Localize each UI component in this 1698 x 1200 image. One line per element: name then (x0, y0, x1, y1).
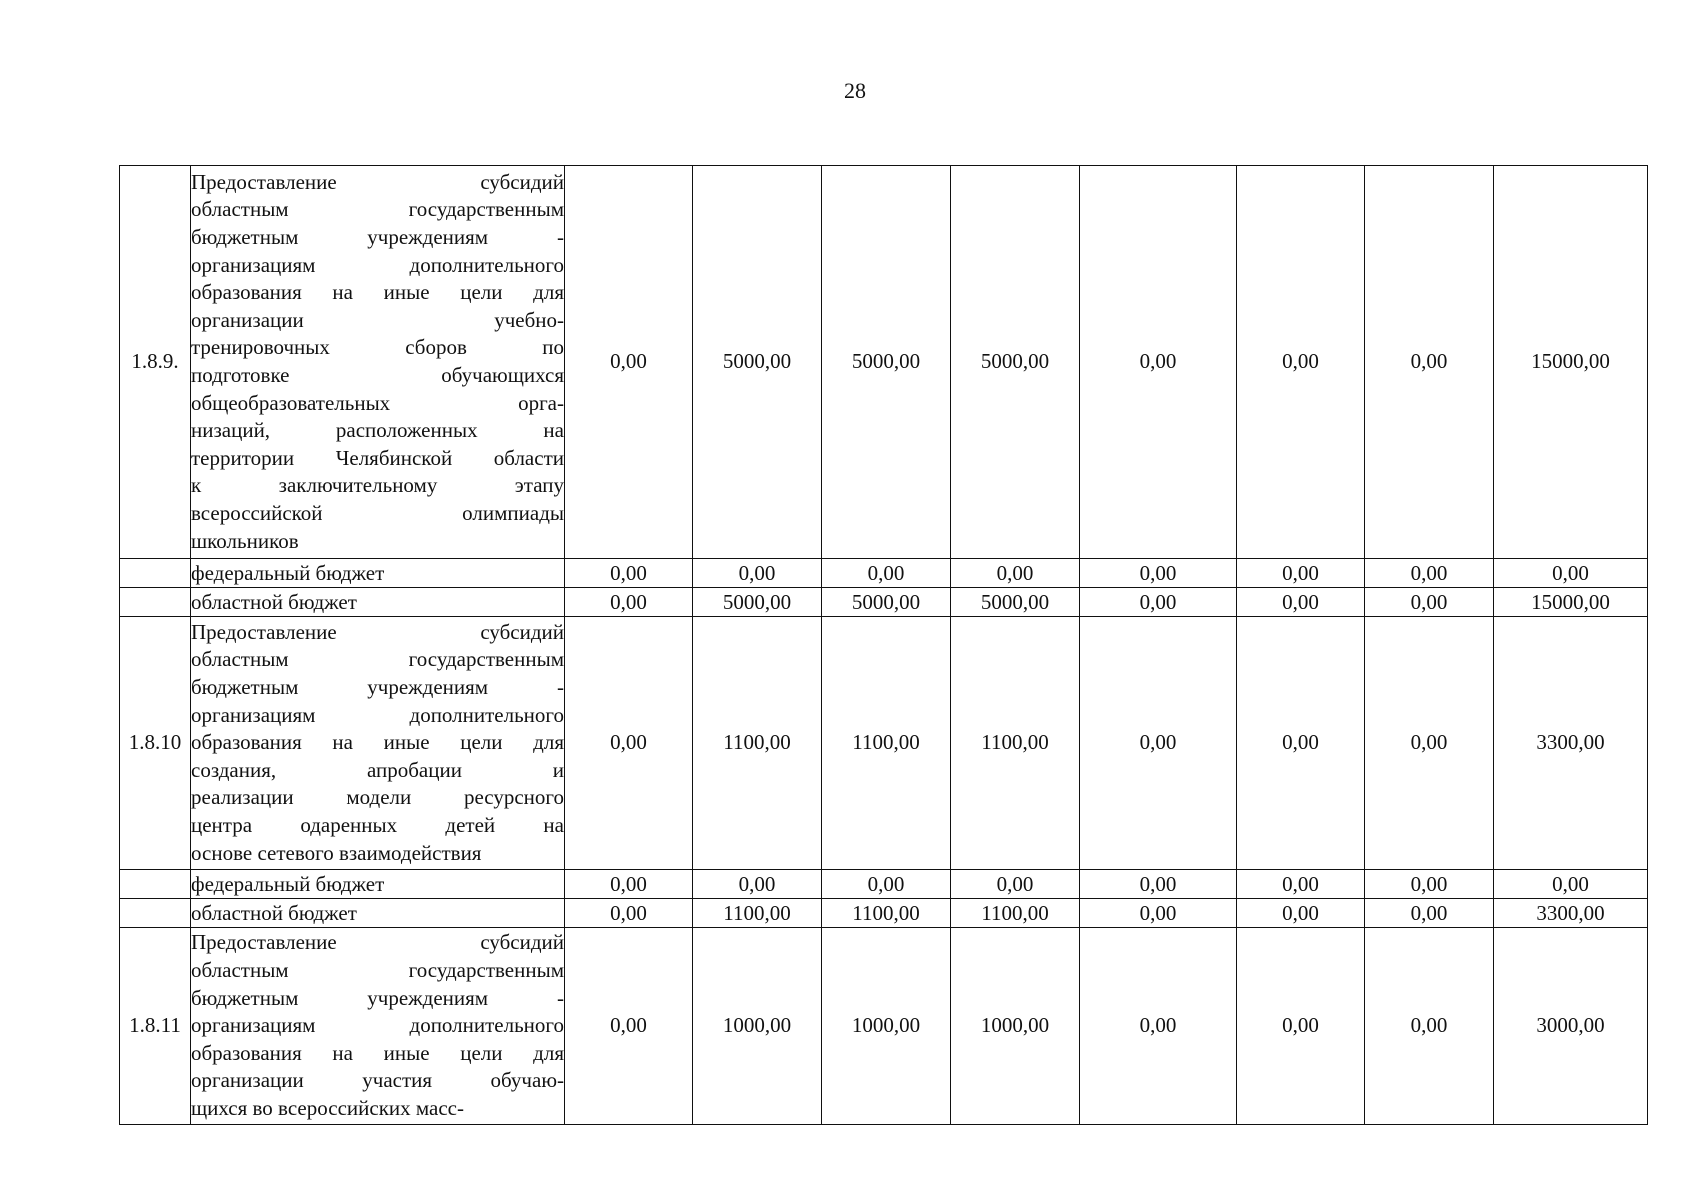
table-row (120, 166, 1648, 559)
description-line: низаций, расположенных на (191, 418, 564, 443)
description-line: организациям дополнительного (191, 1013, 564, 1038)
value-cell: 1100,00 (693, 899, 822, 928)
row-code (120, 588, 191, 617)
row-code (120, 899, 191, 928)
value-cell: 5000,00 (693, 588, 822, 617)
source-label: областной бюджет (191, 588, 565, 617)
value-cell: 0,00 (1365, 928, 1494, 1125)
budget-table (119, 165, 1648, 1125)
value-cell: 0,00 (565, 559, 693, 588)
value-cell: 1100,00 (822, 899, 951, 928)
value-cell: 0,00 (951, 559, 1080, 588)
table-row (120, 899, 1648, 928)
table-row (120, 559, 1648, 588)
row-code: 1.8.9. (120, 166, 191, 559)
total-cell: 15000,00 (1494, 166, 1648, 559)
value-cell: 0,00 (1365, 166, 1494, 559)
description-line: подготовке обучающихся (191, 363, 564, 387)
value-cell: 5000,00 (822, 166, 951, 559)
description-line: центра одаренных детей на (191, 812, 564, 837)
description-line: основе сетевого взаимодействия (191, 840, 482, 865)
description-line: Предоставление субсидий (191, 930, 564, 955)
value-cell: 0,00 (1080, 617, 1237, 870)
value-cell: 0,00 (1080, 870, 1237, 899)
description-line: областным государственным (191, 197, 564, 222)
table-row (120, 870, 1648, 899)
description-line: бюджетным учреждениям - (191, 225, 564, 250)
description-line: общеобразовательных орга- (191, 390, 564, 415)
source-label: областной бюджет (191, 899, 565, 928)
value-cell: 0,00 (1237, 166, 1365, 559)
row-description (191, 928, 565, 1125)
table-row (120, 588, 1648, 617)
row-description (191, 166, 565, 559)
description-line: реализации модели ресурсного (191, 785, 564, 810)
total-cell: 15000,00 (1494, 588, 1648, 617)
total-cell: 3300,00 (1494, 617, 1648, 870)
value-cell: 0,00 (1080, 899, 1237, 928)
value-cell: 0,00 (565, 617, 693, 870)
row-description (191, 617, 565, 870)
value-cell: 0,00 (565, 899, 693, 928)
value-cell: 5000,00 (822, 588, 951, 617)
value-cell: 1100,00 (693, 617, 822, 870)
table-row (120, 617, 1648, 870)
description-line: организациям дополнительного (191, 702, 564, 727)
value-cell: 0,00 (1237, 588, 1365, 617)
description-line: щихся во всероссийских масс- (191, 1095, 464, 1120)
value-cell: 0,00 (1080, 928, 1237, 1125)
value-cell: 0,00 (951, 870, 1080, 899)
description-line: образования на иные цели для (191, 1040, 564, 1065)
row-code (120, 559, 191, 588)
value-cell: 0,00 (1237, 928, 1365, 1125)
value-cell: 0,00 (1365, 617, 1494, 870)
value-cell: 5000,00 (951, 588, 1080, 617)
value-cell: 1000,00 (693, 928, 822, 1125)
description-line: всероссийской олимпиады (191, 500, 564, 525)
description-line: образования на иные цели для (191, 280, 564, 305)
value-cell: 0,00 (1080, 166, 1237, 559)
row-code: 1.8.10 (120, 617, 191, 870)
description-line: областным государственным (191, 958, 564, 983)
value-cell: 0,00 (565, 928, 693, 1125)
value-cell: 0,00 (1237, 899, 1365, 928)
value-cell: 1100,00 (951, 899, 1080, 928)
table-row (120, 928, 1648, 1125)
value-cell: 0,00 (1237, 870, 1365, 899)
value-cell: 1000,00 (951, 928, 1080, 1125)
value-cell: 0,00 (565, 588, 693, 617)
row-code (120, 870, 191, 899)
description-line: тренировочных сборов по (191, 335, 564, 360)
total-cell: 0,00 (1494, 559, 1648, 588)
value-cell: 1000,00 (822, 928, 951, 1125)
description-line: организации участия обучаю- (191, 1068, 564, 1093)
value-cell: 0,00 (1237, 617, 1365, 870)
value-cell: 0,00 (565, 166, 693, 559)
description-line: территории Челябинской области (191, 445, 564, 470)
value-cell: 0,00 (1365, 559, 1494, 588)
description-line: школьников (191, 528, 299, 553)
value-cell: 0,00 (1237, 559, 1365, 588)
source-label: федеральный бюджет (191, 559, 565, 588)
description-line: образования на иные цели для (191, 730, 564, 755)
value-cell: 0,00 (693, 870, 822, 899)
value-cell: 0,00 (1365, 870, 1494, 899)
value-cell: 0,00 (822, 559, 951, 588)
source-label: федеральный бюджет (191, 870, 565, 899)
row-code: 1.8.11 (120, 928, 191, 1125)
description-line: организации учебно- (191, 307, 564, 332)
description-line: бюджетным учреждениям - (191, 675, 564, 700)
description-line: к заключительному этапу (191, 473, 564, 498)
description-line: создания, апробации и (191, 757, 564, 782)
table-body (120, 166, 1648, 1125)
value-cell: 5000,00 (693, 166, 822, 559)
value-cell: 0,00 (1080, 559, 1237, 588)
description-line: областным государственным (191, 647, 564, 672)
page-number: 28 (844, 78, 866, 103)
value-cell: 5000,00 (951, 166, 1080, 559)
description-line: Предоставление субсидий (191, 169, 564, 194)
value-cell: 0,00 (1365, 899, 1494, 928)
total-cell: 3000,00 (1494, 928, 1648, 1125)
total-cell: 0,00 (1494, 870, 1648, 899)
value-cell: 0,00 (822, 870, 951, 899)
value-cell: 0,00 (693, 559, 822, 588)
description-line: бюджетным учреждениям - (191, 985, 564, 1010)
value-cell: 0,00 (1080, 588, 1237, 617)
value-cell: 0,00 (565, 870, 693, 899)
total-cell: 3300,00 (1494, 899, 1648, 928)
description-line: организациям дополнительного (191, 252, 564, 277)
value-cell: 1100,00 (951, 617, 1080, 870)
description-line: Предоставление субсидий (191, 619, 564, 644)
value-cell: 1100,00 (822, 617, 951, 870)
value-cell: 0,00 (1365, 588, 1494, 617)
